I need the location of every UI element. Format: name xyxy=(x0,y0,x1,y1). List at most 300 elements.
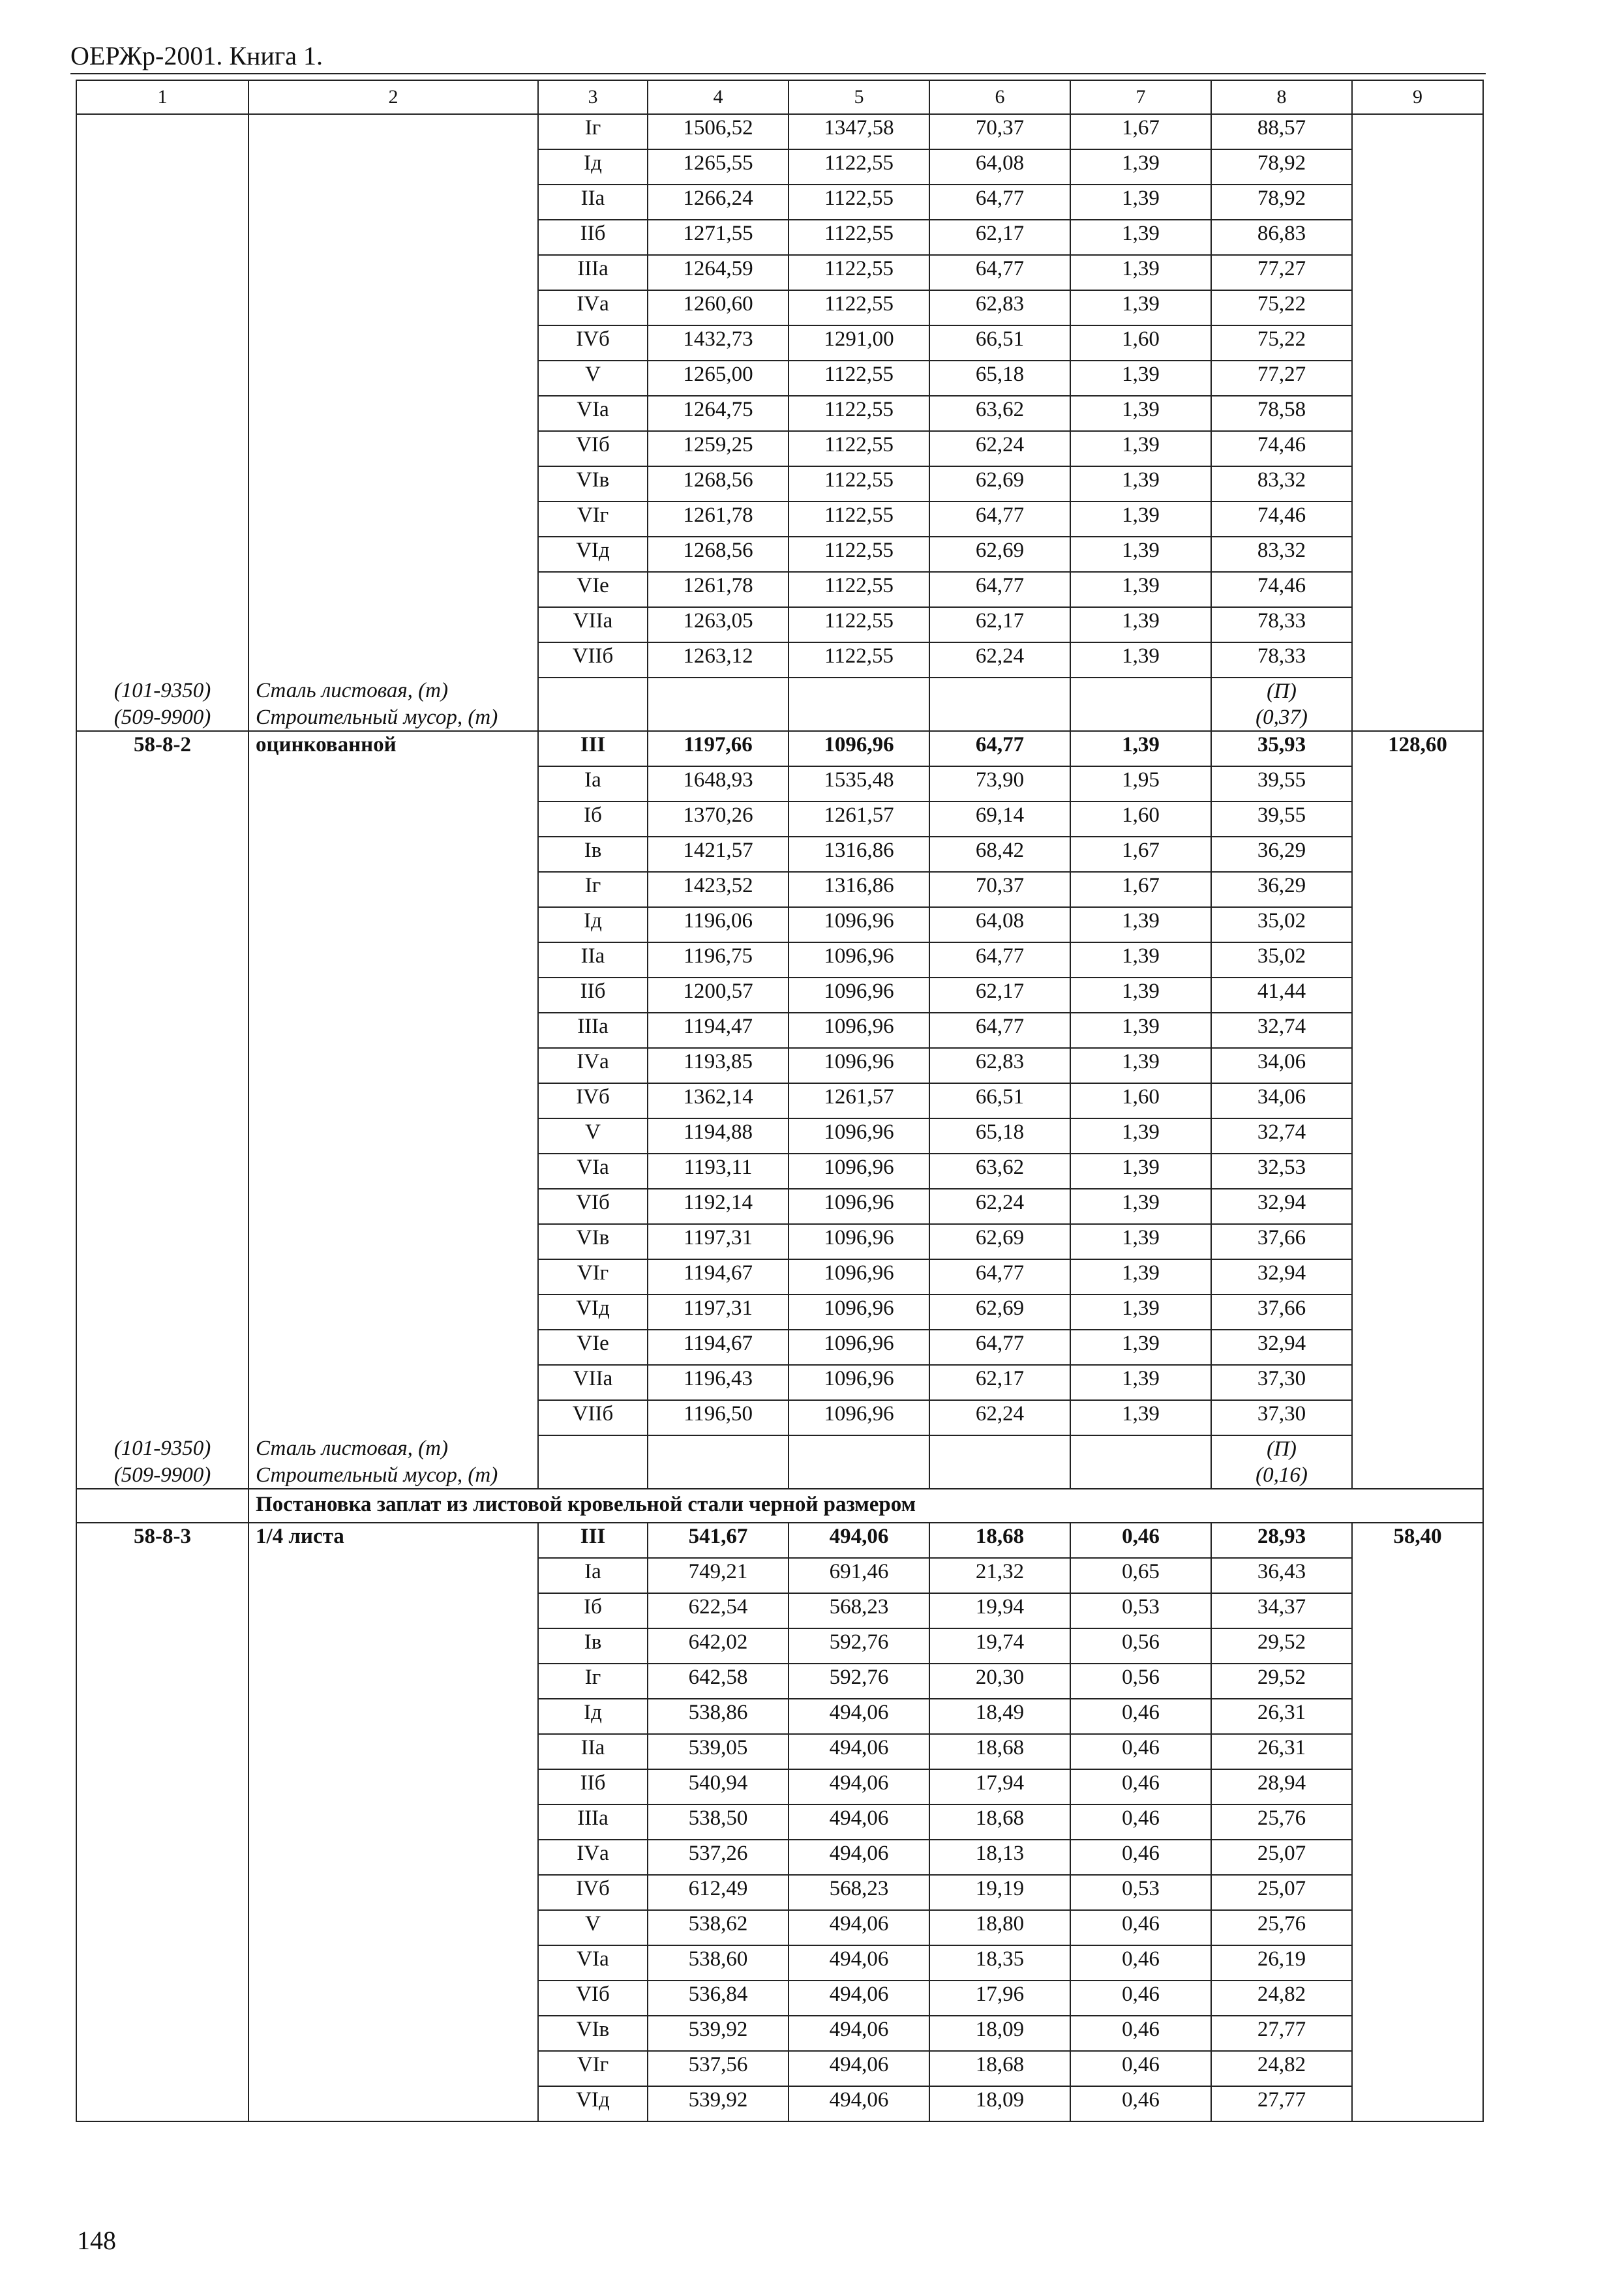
zone-cell: Iа xyxy=(538,1558,648,1593)
value-cell: 1096,96 xyxy=(789,1259,929,1294)
value-cell: 26,31 xyxy=(1211,1734,1352,1769)
empty-cell xyxy=(1352,1804,1483,1840)
empty-cell xyxy=(76,1593,248,1628)
value-cell: 538,60 xyxy=(648,1945,789,1981)
table-row xyxy=(76,185,1483,220)
empty-cell xyxy=(76,642,248,678)
value-cell: 1,60 xyxy=(1070,325,1211,361)
value-cell: 1,39 xyxy=(1070,942,1211,978)
table-row xyxy=(76,978,1483,1013)
value-cell: 64,77 xyxy=(929,731,1070,766)
empty-cell xyxy=(248,1259,538,1294)
empty-cell xyxy=(1352,431,1483,466)
table-row xyxy=(76,1294,1483,1330)
value-cell: 1196,50 xyxy=(648,1400,789,1435)
empty-cell xyxy=(248,1189,538,1224)
value-cell: 494,06 xyxy=(789,1734,929,1769)
value-cell: 494,06 xyxy=(789,2051,929,2086)
value-cell: 1261,78 xyxy=(648,501,789,537)
value-cell: 62,83 xyxy=(929,1048,1070,1083)
table-row xyxy=(76,1804,1483,1840)
empty-cell xyxy=(1352,501,1483,537)
value-cell: 592,76 xyxy=(789,1628,929,1664)
value-cell: 538,62 xyxy=(648,1910,789,1945)
value-cell: 1423,52 xyxy=(648,872,789,907)
empty-cell xyxy=(1352,1699,1483,1734)
table-row xyxy=(76,1259,1483,1294)
value-cell: 1,39 xyxy=(1070,731,1211,766)
zone-cell: VIд xyxy=(538,537,648,572)
value-cell: 36,43 xyxy=(1211,1558,1352,1593)
value-cell: 74,46 xyxy=(1211,431,1352,466)
empty-cell xyxy=(76,2051,248,2086)
value-cell: 78,92 xyxy=(1211,149,1352,185)
value-cell: 494,06 xyxy=(789,1945,929,1981)
empty-cell xyxy=(248,537,538,572)
empty-cell xyxy=(248,1628,538,1664)
empty-cell xyxy=(1352,1083,1483,1118)
empty-cell xyxy=(1352,801,1483,837)
value-cell: 74,46 xyxy=(1211,501,1352,537)
value-cell: 77,27 xyxy=(1211,361,1352,396)
value-cell: 1,39 xyxy=(1070,1330,1211,1365)
empty-cell xyxy=(248,1118,538,1154)
empty-cell xyxy=(76,1294,248,1330)
value-cell: 86,83 xyxy=(1211,220,1352,255)
empty-cell xyxy=(248,1558,538,1593)
value-cell: 37,30 xyxy=(1211,1400,1352,1435)
value-cell: 1122,55 xyxy=(789,149,929,185)
value-cell: 73,90 xyxy=(929,766,1070,801)
empty-cell xyxy=(248,907,538,942)
value-cell: 1648,93 xyxy=(648,766,789,801)
value-cell: 18,80 xyxy=(929,1910,1070,1945)
value-cell: 494,06 xyxy=(789,1769,929,1804)
empty-cell xyxy=(248,114,538,149)
value-cell: 1194,47 xyxy=(648,1013,789,1048)
value-cell: 1096,96 xyxy=(789,1365,929,1400)
empty-cell xyxy=(76,1365,248,1400)
empty-cell xyxy=(76,1083,248,1118)
value-cell: 1263,12 xyxy=(648,642,789,678)
empty-cell xyxy=(1352,704,1483,731)
value-cell: 537,56 xyxy=(648,2051,789,2086)
empty-cell xyxy=(76,572,248,607)
zone-cell: Iг xyxy=(538,872,648,907)
value-cell: 29,52 xyxy=(1211,1664,1352,1699)
empty-cell xyxy=(1352,396,1483,431)
empty-cell xyxy=(248,642,538,678)
value-cell: 1194,88 xyxy=(648,1118,789,1154)
value-cell: 1197,31 xyxy=(648,1224,789,1259)
empty-cell xyxy=(1352,1400,1483,1435)
empty-cell xyxy=(248,1664,538,1699)
table-row xyxy=(76,1118,1483,1154)
empty-cell xyxy=(1352,1910,1483,1945)
value-cell: 0,53 xyxy=(1070,1593,1211,1628)
value-cell: 539,92 xyxy=(648,2016,789,2051)
value-cell: 1122,55 xyxy=(789,466,929,501)
value-cell: 1096,96 xyxy=(789,942,929,978)
value-cell: 19,94 xyxy=(929,1593,1070,1628)
value-cell: 62,24 xyxy=(929,1189,1070,1224)
zone-cell: III xyxy=(538,1523,648,1558)
empty-cell xyxy=(76,1558,248,1593)
empty-cell xyxy=(248,361,538,396)
column-number: 7 xyxy=(1070,80,1211,114)
empty-cell xyxy=(76,1840,248,1875)
empty-cell xyxy=(538,704,648,731)
empty-cell xyxy=(76,2016,248,2051)
table-row xyxy=(76,907,1483,942)
value-cell: 538,50 xyxy=(648,1804,789,1840)
zone-cell: VIIб xyxy=(538,1400,648,1435)
value-cell: 1,60 xyxy=(1070,1083,1211,1118)
value-cell: 1,39 xyxy=(1070,185,1211,220)
empty-cell xyxy=(248,1048,538,1083)
empty-cell xyxy=(1352,1330,1483,1365)
value-cell: 1263,05 xyxy=(648,607,789,642)
value-cell: 642,02 xyxy=(648,1628,789,1664)
value-cell: 494,06 xyxy=(789,1840,929,1875)
empty-cell xyxy=(1352,1294,1483,1330)
empty-cell xyxy=(76,1224,248,1259)
zone-cell: VIг xyxy=(538,1259,648,1294)
value-cell: 1122,55 xyxy=(789,255,929,290)
empty-cell xyxy=(1352,2086,1483,2121)
empty-cell xyxy=(1070,678,1211,704)
zone-cell: IIа xyxy=(538,942,648,978)
empty-cell xyxy=(248,501,538,537)
total-cell: 128,60 xyxy=(1352,731,1483,766)
empty-cell xyxy=(248,255,538,290)
resource-name: Строительный мусор, (т) xyxy=(248,704,538,731)
name-cell: 1/4 листа xyxy=(248,1523,538,1558)
empty-cell xyxy=(248,1981,538,2016)
resource-name: Строительный мусор, (т) xyxy=(248,1462,538,1489)
empty-cell xyxy=(76,607,248,642)
value-cell: 35,02 xyxy=(1211,907,1352,942)
empty-cell xyxy=(1352,872,1483,907)
empty-cell xyxy=(248,1330,538,1365)
zone-cell: VIIб xyxy=(538,642,648,678)
zone-cell: IIб xyxy=(538,978,648,1013)
value-cell: 1196,06 xyxy=(648,907,789,942)
value-cell: 0,46 xyxy=(1070,1734,1211,1769)
value-cell: 1,39 xyxy=(1070,1189,1211,1224)
value-cell: 64,77 xyxy=(929,1013,1070,1048)
value-cell: 41,44 xyxy=(1211,978,1352,1013)
price-table xyxy=(76,80,1484,2122)
empty-cell xyxy=(1352,1628,1483,1664)
value-cell: 18,09 xyxy=(929,2086,1070,2121)
value-cell: 1264,59 xyxy=(648,255,789,290)
empty-cell xyxy=(538,1435,648,1462)
value-cell: 0,46 xyxy=(1070,1840,1211,1875)
value-cell: 1122,55 xyxy=(789,396,929,431)
value-cell: 1,39 xyxy=(1070,1154,1211,1189)
empty-cell xyxy=(76,1189,248,1224)
value-cell: 64,77 xyxy=(929,185,1070,220)
zone-cell: VIг xyxy=(538,2051,648,2086)
value-cell: 17,96 xyxy=(929,1981,1070,2016)
empty-cell xyxy=(248,837,538,872)
value-cell: 37,66 xyxy=(1211,1294,1352,1330)
empty-cell xyxy=(76,1945,248,1981)
value-cell: 1096,96 xyxy=(789,1118,929,1154)
value-cell: 1122,55 xyxy=(789,290,929,325)
value-cell: 1,60 xyxy=(1070,801,1211,837)
value-cell: 64,08 xyxy=(929,149,1070,185)
empty-cell xyxy=(248,1083,538,1118)
value-cell: 1271,55 xyxy=(648,220,789,255)
resource-code: (509-9900) xyxy=(76,704,248,731)
table-row xyxy=(76,1365,1483,1400)
empty-cell xyxy=(248,1593,538,1628)
empty-cell xyxy=(248,2086,538,2121)
empty-cell xyxy=(248,1769,538,1804)
zone-cell: IIб xyxy=(538,220,648,255)
empty-cell xyxy=(248,466,538,501)
value-cell: 1122,55 xyxy=(789,537,929,572)
table-row xyxy=(76,1593,1483,1628)
value-cell: 1,67 xyxy=(1070,837,1211,872)
empty-cell xyxy=(1352,1013,1483,1048)
table-row xyxy=(76,1013,1483,1048)
value-cell: 1096,96 xyxy=(789,978,929,1013)
resource-row xyxy=(76,1462,1483,1489)
zone-cell: IIIа xyxy=(538,1013,648,1048)
table-row xyxy=(76,837,1483,872)
value-cell: 1,39 xyxy=(1070,907,1211,942)
value-cell: 62,17 xyxy=(929,1365,1070,1400)
zone-cell: III xyxy=(538,731,648,766)
value-cell: 1,39 xyxy=(1070,1224,1211,1259)
zone-cell: Iд xyxy=(538,1699,648,1734)
table-row xyxy=(76,220,1483,255)
value-cell: 1362,14 xyxy=(648,1083,789,1118)
zone-cell: VIб xyxy=(538,431,648,466)
value-cell: 1268,56 xyxy=(648,466,789,501)
empty-cell xyxy=(1352,1462,1483,1489)
value-cell: 1432,73 xyxy=(648,325,789,361)
value-cell: 62,83 xyxy=(929,290,1070,325)
value-cell: 28,94 xyxy=(1211,1769,1352,1804)
empty-cell xyxy=(1352,1259,1483,1294)
empty-cell xyxy=(1352,149,1483,185)
value-cell: 1096,96 xyxy=(789,1224,929,1259)
empty-cell xyxy=(76,501,248,537)
value-cell: 0,46 xyxy=(1070,1910,1211,1945)
value-cell: 1,39 xyxy=(1070,290,1211,325)
empty-cell xyxy=(76,1154,248,1189)
table-row xyxy=(76,1981,1483,2016)
empty-cell xyxy=(789,678,929,704)
table-row xyxy=(76,1734,1483,1769)
empty-cell xyxy=(1352,255,1483,290)
zone-cell: Iг xyxy=(538,1664,648,1699)
value-cell: 28,93 xyxy=(1211,1523,1352,1558)
table-row xyxy=(76,1048,1483,1083)
value-cell: 88,57 xyxy=(1211,114,1352,149)
value-cell: 66,51 xyxy=(929,325,1070,361)
value-cell: 32,74 xyxy=(1211,1013,1352,1048)
table-row xyxy=(76,1769,1483,1804)
value-cell: 1265,00 xyxy=(648,361,789,396)
zone-cell: Iд xyxy=(538,907,648,942)
value-cell: 25,76 xyxy=(1211,1804,1352,1840)
value-cell: 1266,24 xyxy=(648,185,789,220)
value-cell: 77,27 xyxy=(1211,255,1352,290)
empty-cell xyxy=(248,942,538,978)
value-cell: 24,82 xyxy=(1211,2051,1352,2086)
table-row xyxy=(76,1154,1483,1189)
value-cell: 1264,75 xyxy=(648,396,789,431)
empty-cell xyxy=(1070,1435,1211,1462)
value-cell: 1,39 xyxy=(1070,396,1211,431)
empty-cell xyxy=(76,466,248,501)
value-cell: 612,49 xyxy=(648,1875,789,1910)
empty-cell xyxy=(76,255,248,290)
value-cell: 83,32 xyxy=(1211,466,1352,501)
value-cell: 20,30 xyxy=(929,1664,1070,1699)
empty-cell xyxy=(1352,537,1483,572)
value-cell: 19,74 xyxy=(929,1628,1070,1664)
table-row xyxy=(76,149,1483,185)
value-cell: 83,32 xyxy=(1211,537,1352,572)
empty-cell xyxy=(1352,1981,1483,2016)
value-cell: 1,39 xyxy=(1070,361,1211,396)
value-cell: 70,37 xyxy=(929,872,1070,907)
value-cell: 1,39 xyxy=(1070,537,1211,572)
zone-cell: IIа xyxy=(538,1734,648,1769)
value-cell: 18,68 xyxy=(929,1804,1070,1840)
zone-cell: VIе xyxy=(538,1330,648,1365)
value-cell: 539,92 xyxy=(648,2086,789,2121)
code-cell: 58-8-3 xyxy=(76,1523,248,1558)
empty-cell xyxy=(76,149,248,185)
zone-cell: V xyxy=(538,1910,648,1945)
value-cell: 642,58 xyxy=(648,1664,789,1699)
zone-cell: VIIа xyxy=(538,1365,648,1400)
column-number: 3 xyxy=(538,80,648,114)
zone-cell: Iв xyxy=(538,837,648,872)
value-cell: 62,69 xyxy=(929,1294,1070,1330)
value-cell: 26,31 xyxy=(1211,1699,1352,1734)
empty-cell xyxy=(248,872,538,907)
zone-cell: VIб xyxy=(538,1981,648,2016)
value-cell: 1265,55 xyxy=(648,149,789,185)
empty-cell xyxy=(248,1154,538,1189)
empty-cell xyxy=(76,361,248,396)
zone-cell: IVб xyxy=(538,1083,648,1118)
value-cell: 494,06 xyxy=(789,1804,929,1840)
empty-cell xyxy=(76,907,248,942)
value-cell: 21,32 xyxy=(929,1558,1070,1593)
table-row xyxy=(76,431,1483,466)
section-title-row xyxy=(76,1489,1483,1523)
value-cell: 34,06 xyxy=(1211,1083,1352,1118)
empty-cell xyxy=(538,678,648,704)
zone-cell: Iв xyxy=(538,1628,648,1664)
value-cell: 1291,00 xyxy=(789,325,929,361)
empty-cell xyxy=(248,431,538,466)
empty-cell xyxy=(76,537,248,572)
value-cell: 78,33 xyxy=(1211,607,1352,642)
resource-value: (П) xyxy=(1211,678,1352,704)
empty-cell xyxy=(789,704,929,731)
value-cell: 1,39 xyxy=(1070,431,1211,466)
value-cell: 64,77 xyxy=(929,1330,1070,1365)
table-row xyxy=(76,2086,1483,2121)
empty-cell xyxy=(248,1804,538,1840)
value-cell: 1122,55 xyxy=(789,220,929,255)
value-cell: 68,42 xyxy=(929,837,1070,872)
table-row xyxy=(76,766,1483,801)
empty-cell xyxy=(76,766,248,801)
total-cell: 58,40 xyxy=(1352,1523,1483,1558)
value-cell: 18,49 xyxy=(929,1699,1070,1734)
value-cell: 0,46 xyxy=(1070,2051,1211,2086)
empty-cell xyxy=(76,220,248,255)
value-cell: 1261,78 xyxy=(648,572,789,607)
empty-cell xyxy=(248,290,538,325)
empty-cell xyxy=(1352,1189,1483,1224)
zone-cell: Iд xyxy=(538,149,648,185)
empty-cell xyxy=(248,149,538,185)
value-cell: 1316,86 xyxy=(789,872,929,907)
empty-cell xyxy=(929,678,1070,704)
empty-cell xyxy=(76,1628,248,1664)
empty-cell xyxy=(1352,1593,1483,1628)
empty-cell xyxy=(76,114,248,149)
empty-cell xyxy=(248,1840,538,1875)
empty-cell xyxy=(248,572,538,607)
value-cell: 0,46 xyxy=(1070,1699,1211,1734)
value-cell: 62,17 xyxy=(929,220,1070,255)
value-cell: 34,06 xyxy=(1211,1048,1352,1083)
zone-cell: IVб xyxy=(538,325,648,361)
empty-cell xyxy=(1352,2051,1483,2086)
empty-cell xyxy=(1352,1558,1483,1593)
empty-cell xyxy=(248,1365,538,1400)
value-cell: 17,94 xyxy=(929,1769,1070,1804)
zone-cell: V xyxy=(538,1118,648,1154)
value-cell: 18,09 xyxy=(929,2016,1070,2051)
value-cell: 1535,48 xyxy=(789,766,929,801)
value-cell: 1370,26 xyxy=(648,801,789,837)
empty-cell xyxy=(1352,185,1483,220)
value-cell: 78,92 xyxy=(1211,185,1352,220)
empty-cell xyxy=(929,1435,1070,1462)
empty-cell xyxy=(1352,1435,1483,1462)
empty-cell xyxy=(1352,1154,1483,1189)
value-cell: 1421,57 xyxy=(648,837,789,872)
value-cell: 18,35 xyxy=(929,1945,1070,1981)
value-cell: 1,39 xyxy=(1070,220,1211,255)
empty-cell xyxy=(1352,678,1483,704)
empty-cell xyxy=(1352,837,1483,872)
value-cell: 1,39 xyxy=(1070,1400,1211,1435)
value-cell: 62,24 xyxy=(929,431,1070,466)
resource-name: Сталь листовая, (т) xyxy=(248,678,538,704)
value-cell: 74,46 xyxy=(1211,572,1352,607)
value-cell: 37,66 xyxy=(1211,1224,1352,1259)
value-cell: 35,93 xyxy=(1211,731,1352,766)
value-cell: 18,13 xyxy=(929,1840,1070,1875)
empty-cell xyxy=(248,220,538,255)
empty-cell xyxy=(76,325,248,361)
